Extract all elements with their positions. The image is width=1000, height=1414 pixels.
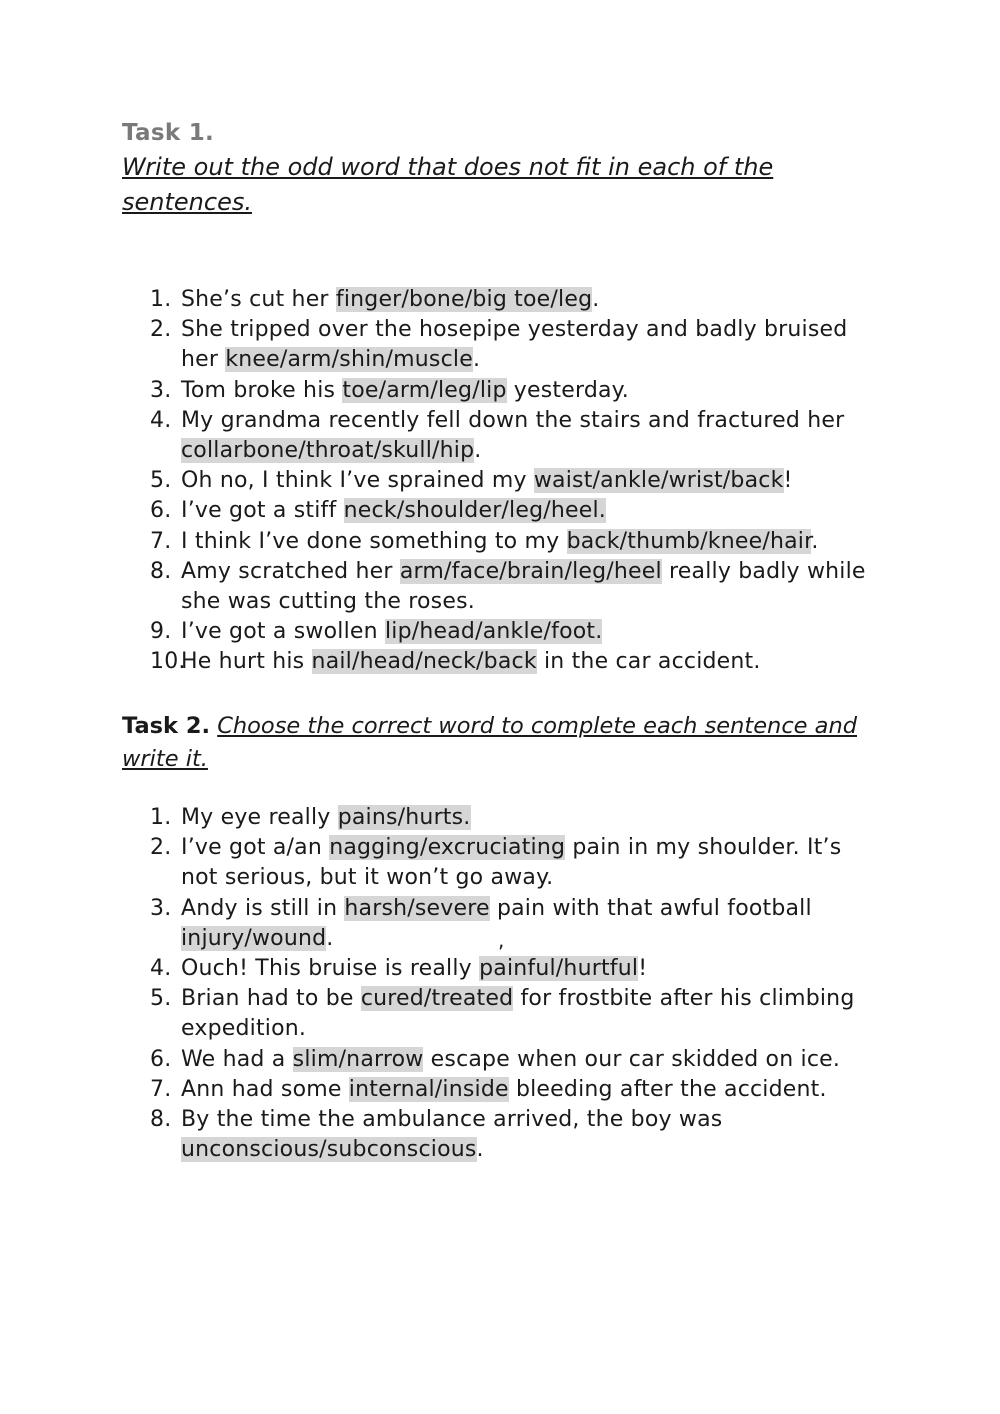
word-options: pains/hurts.: [337, 805, 471, 830]
word-options: waist/ankle/wrist/back: [533, 468, 784, 494]
word-options: painful/hurtful: [479, 956, 639, 982]
word-options: arm/face/brain/leg/heel: [399, 558, 662, 584]
sentence-item: [0, 803, 881, 833]
sentence-text: in the car accident.: [536, 649, 761, 675]
sentence-text: Oh no, I think I’ve sprained my: [181, 468, 534, 494]
item-number: 8.: [150, 1107, 172, 1133]
sentence-text: She tripped over the hosepipe yesterday and badly bruised her: [181, 317, 848, 373]
word-options: lip/head/ankle/foot.: [384, 619, 603, 645]
sentence-text: I’ve got a swollen: [181, 619, 385, 645]
sentence-text: We had a: [181, 1046, 293, 1072]
sentence-text: .: [811, 528, 819, 554]
sentence-item: [0, 285, 881, 315]
word-options: back/thumb/knee/hair: [566, 528, 812, 554]
sentence-item: [0, 466, 881, 496]
sentence-text: pain with that awful football: [489, 895, 812, 921]
sentence-text: I’ve got a stiff: [181, 498, 344, 524]
word-options: collarbone/throat/skull/hip: [181, 438, 475, 464]
item-number: 4.: [150, 407, 172, 433]
sentence-item: [0, 376, 881, 406]
item-number: 7.: [150, 1076, 172, 1102]
sentence-text: He hurt his: [181, 649, 312, 675]
sentence-text: Brian had to be: [181, 986, 361, 1012]
stray-mark: ,: [498, 928, 505, 952]
word-options: neck/shoulder/leg/heel.: [343, 498, 606, 524]
item-number: 5.: [150, 468, 172, 494]
sentence-text: !: [638, 956, 648, 982]
sentence-item: [0, 954, 881, 984]
item-number: 2.: [150, 835, 172, 861]
sentence-text: Ouch! This bruise is really: [181, 956, 480, 982]
sentence-item: [0, 984, 881, 1044]
item-number: 4.: [150, 956, 172, 982]
item-number: 9.: [150, 619, 172, 645]
sentence-text: !: [783, 468, 793, 494]
word-options: unconscious/subconscious: [181, 1137, 477, 1163]
sentence-text: really badly while she was cutting the roses.: [181, 558, 866, 615]
sentence-text: yesterday.: [506, 377, 629, 403]
item-number: 3.: [150, 895, 172, 921]
sentence-text: She’s cut her: [181, 287, 336, 312]
sentence-item: [0, 315, 881, 375]
word-options: knee/arm/shin/muscle: [225, 347, 473, 373]
item-number: 3.: [150, 377, 172, 403]
word-options: harsh/severe: [344, 895, 490, 921]
word-options: injury/wound: [181, 925, 327, 951]
sentence-text: escape when our car skidded on ice.: [423, 1046, 841, 1072]
sentence-text: .: [326, 925, 334, 951]
sentence-item: [0, 617, 881, 647]
sentence-text: My grandma recently fell down the stairs and fractured her: [181, 407, 845, 433]
sentence-item: [0, 1105, 881, 1165]
sentence-text: .: [476, 1137, 484, 1163]
task2-heading: [122, 710, 882, 776]
sentence-text: Tom broke his: [181, 377, 343, 403]
sentence-text: I think I’ve done something to my: [181, 528, 567, 554]
item-number: 10.: [150, 649, 186, 675]
item-number: 6.: [150, 1046, 172, 1072]
word-options: toe/arm/leg/lip: [342, 377, 507, 403]
sentence-item: [0, 557, 881, 617]
sentence-item: [0, 527, 881, 557]
word-options: finger/bone/big toe/leg: [335, 287, 593, 312]
sentence-text: I’ve got a/an: [181, 835, 330, 861]
sentence-text: By the time the ambulance arrived, the boy was: [181, 1107, 723, 1133]
item-number: 1.: [150, 805, 172, 830]
sentence-item: [0, 1075, 881, 1105]
sentence-item: [0, 496, 881, 526]
sentence-item: [0, 894, 881, 954]
task2-sentence-list: [0, 803, 881, 1165]
task1-title: Task 1.: [122, 120, 215, 146]
item-number: 1.: [150, 287, 172, 312]
word-options: slim/narrow: [292, 1046, 424, 1072]
word-options: nagging/excruciating: [329, 835, 566, 861]
item-number: 5.: [150, 986, 172, 1012]
word-options: internal/inside: [348, 1076, 509, 1102]
sentence-text: Ann had some: [181, 1076, 349, 1102]
sentence-text: Amy scratched her: [181, 558, 400, 584]
sentence-text: .: [592, 287, 600, 312]
item-number: 6.: [150, 498, 172, 524]
sentence-text: .: [472, 347, 481, 373]
task1-sentence-list: [0, 285, 881, 678]
sentence-text: bleeding after the accident.: [508, 1076, 827, 1102]
sentence-text: My eye really: [181, 805, 338, 830]
word-options: nail/head/neck/back: [311, 649, 537, 675]
task2-title: Task 2.: [122, 713, 211, 739]
item-number: 8.: [150, 558, 172, 584]
sentence-text: .: [474, 438, 482, 464]
sentence-text: Andy is still in: [181, 895, 345, 921]
sentence-text: for frostbite after his climbing expedition.: [181, 986, 855, 1042]
sentence-item: [0, 406, 881, 466]
sentence-item: [0, 1045, 881, 1075]
word-options: cured/treated: [360, 986, 514, 1012]
sentence-item: [0, 833, 881, 893]
sentence-item: [0, 647, 881, 677]
sentence-text: pain in my shoulder. It’s not serious, but it won’t go away.: [181, 835, 842, 891]
task2-instruction: Choose the correct word to complete each sentence and write it.: [122, 713, 858, 772]
item-number: 7.: [150, 528, 172, 554]
item-number: 2.: [150, 317, 172, 343]
task1-instruction: Write out the odd word that does not fit in each of the sentences.: [122, 153, 774, 216]
